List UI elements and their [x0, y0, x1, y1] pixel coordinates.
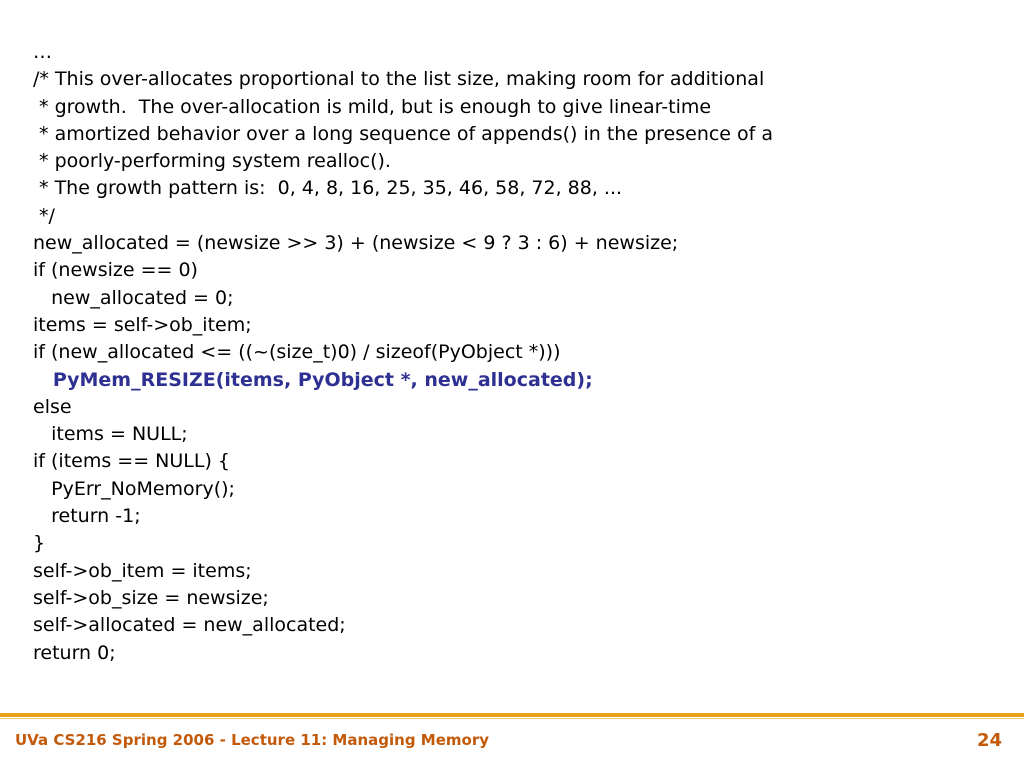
code-line: new_allocated = 0; — [33, 286, 234, 309]
code-line-highlighted: PyMem_RESIZE(items, PyObject *, new_allocated); — [33, 368, 593, 391]
code-line: else — [33, 395, 72, 418]
code-line: * poorly-performing system realloc(). — [33, 150, 391, 173]
code-line: self->ob_size = newsize; — [33, 586, 269, 609]
code-line: return -1; — [33, 505, 141, 528]
code-line: if (new_allocated <= ((~(size_t)0) / sizeof(PyObject *))) — [33, 341, 561, 364]
code-line: items = self->ob_item; — [33, 313, 252, 336]
footer-divider-thin — [0, 718, 1024, 719]
code-listing — [33, 39, 1008, 667]
code-line: * growth. The over-allocation is mild, but is enough to give linear-time — [33, 95, 712, 118]
code-line: if (items == NULL) { — [33, 450, 230, 473]
code-line: new_allocated = (newsize >> 3) + (newsize < 9 ? 3 : 6) + newsize; — [33, 232, 679, 255]
code-line: * amortized behavior over a long sequence of appends() in the presence of a — [33, 122, 774, 145]
slide-page-number: 24 — [976, 730, 1002, 751]
footer-title: UVa CS216 Spring 2006 - Lecture 11: Managing Memory — [15, 731, 490, 749]
code-line: } — [33, 532, 46, 555]
code-line: return 0; — [33, 641, 116, 664]
code-line: self->ob_item = items; — [33, 559, 252, 582]
code-line: items = NULL; — [33, 423, 188, 446]
code-line: if (newsize == 0) — [33, 259, 198, 282]
code-line: */ — [33, 204, 55, 227]
code-line: PyErr_NoMemory(); — [33, 477, 235, 500]
code-line: self->allocated = new_allocated; — [33, 614, 346, 637]
code-line: … — [33, 41, 52, 63]
code-line: /* This over-allocates proportional to the list size, making room for additional — [33, 68, 765, 91]
footer-divider — [0, 713, 1024, 717]
code-line: * The growth pattern is: 0, 4, 8, 16, 25, 35, 46, 58, 72, 88, ... — [33, 177, 623, 200]
